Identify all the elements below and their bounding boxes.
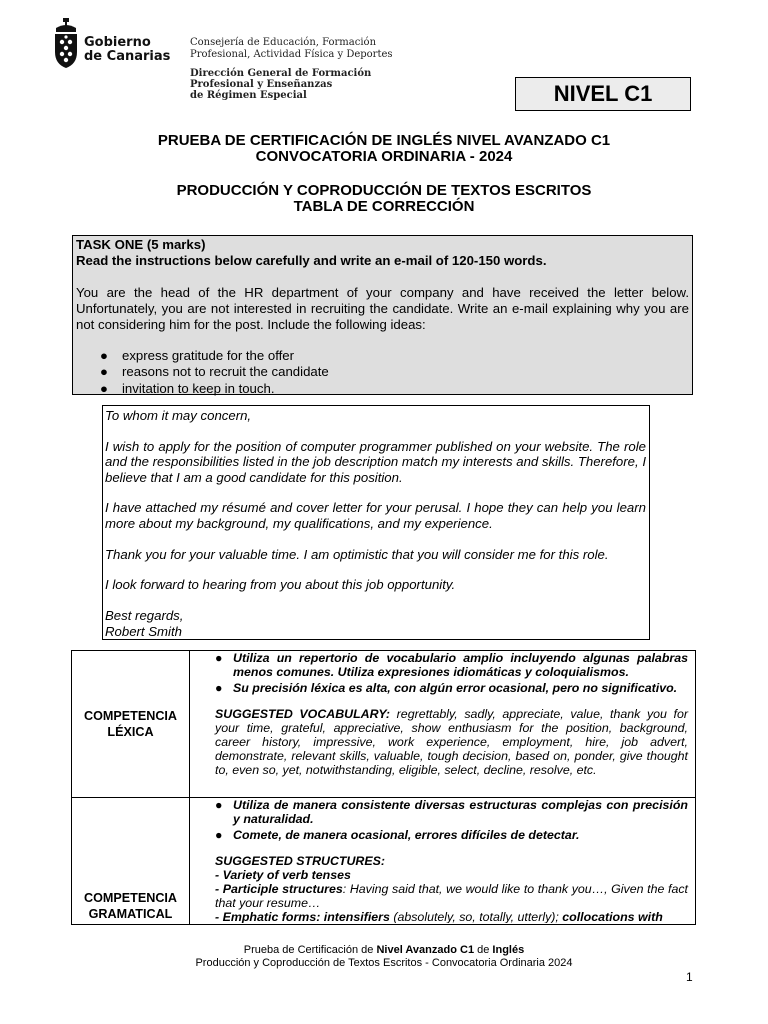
task-heading: TASK ONE (5 marks) [76,237,206,252]
list-item [76,348,689,364]
letter-paragraph-3: Thank you for your valuable time. I am optimistic that you will consider me for this role. [105,546,609,562]
structure-item-2 [215,883,688,911]
bullet-dot-icon: ● [100,364,108,380]
task-bullet-list [76,348,689,397]
label-line-1: COMPETENCIA [83,891,178,905]
bullet-dot-icon: ● [215,827,223,842]
consejeria-name [190,37,393,61]
logo-line-1: Gobierno [84,35,151,50]
table-row [72,798,696,925]
coat-of-arms-icon [52,18,80,70]
section-title [0,183,768,215]
bullet-text: Utiliza un repertorio de vocabulario amplio incluyendo algunas palabras menos comunes. Utiliza expresiones idiomáticas y coloquialismos. [233,651,688,679]
direccion-line-3: de Régimen Especial [190,90,307,101]
logo-wordmark [84,36,170,64]
suggested-vocabulary [215,708,688,777]
letter-paragraph-2: I have attached my résumé and cover letter for your perusal. I hope they can help you learn more about my background, my qualifications, and my experience. [105,500,646,531]
list-item [76,381,689,397]
title-line-1: PRUEBA DE CERTIFICACIÓN DE INGLÉS NIVEL AVANZADO C1 [157,132,611,149]
nivel-badge: NIVEL C1 [515,77,691,111]
exam-title [0,133,768,165]
structure-item-3 [215,911,688,923]
direccion-name [190,68,371,101]
bullet-text: Utiliza de manera consistente diversas estructuras complejas con precisión y naturalidad. [233,798,688,826]
candidate-letter-box [102,405,650,640]
competencia-gramatical-label [72,798,190,925]
letter-paragraph-1: I wish to apply for the position of computer programmer published on your website. The role and the responsibilities listed in the job description match my interests and skills. Therefore, I believe that I am a good candidate for this position. [105,438,646,485]
competencia-gramatical-content [190,798,696,925]
table-row [72,651,696,798]
footer-text: de [474,944,493,956]
competencia-lexica-label [72,651,190,798]
label-line-2: GRAMATICAL [88,907,173,921]
task-body: You are the head of the HR department of your company and have received the letter below. Unfortunately, you are not interested in recruiting the candidate. Write an e-mail explaining why you are not considering him for the post. Include the following ideas: [76,285,689,332]
suggested-structures-label: SUGGESTED STRUCTURES: [215,854,386,869]
direccion-line-1: Dirección General de Formación [190,68,372,79]
bullet-dot-icon: ● [100,348,108,363]
task-instruction: Read the instructions below carefully and write an e-mail of 120-150 words. [76,253,547,268]
task-instructions-box [72,235,693,395]
bullet-text: Comete, de manera ocasional, errores difíciles de detectar. [233,827,580,842]
bullet-text: invitation to keep in touch. [122,380,275,396]
title-line-2: CONVOCATORIA ORDINARIA - 2024 [255,148,513,165]
bullet-dot-icon: ● [215,651,223,665]
structure-item-3-tail: collocations with [562,909,663,923]
page-number: 1 [686,970,693,984]
structure-item-3-text: (absolutely, so, totally, utterly); [389,909,563,923]
consejeria-line-1: Consejería de Educación, Formación [190,37,377,48]
suggested-vocabulary-text: regrettably, sadly, appreciate, value, thank you for your time, grateful, appreciative, show enthusiasm for the position, background, career history, impressive, work experience, employment, hire, job advert, demonstrate, relevant skills, valuable, tough decision, based on, ponder, give thought to, even so, yet, notwithstanding, eligible, select, decline, resolve, etc. [215,707,688,777]
bullet-text: express gratitude for the offer [122,348,295,363]
bullet-dot-icon: ● [100,380,108,396]
footer-text: Prueba de Certificación de [243,944,377,956]
letter-salutation: To whom it may concern, [105,408,252,423]
list-item [215,829,688,843]
list-item [215,682,688,696]
footer-line-2: Producción y Coproducción de Textos Escritos - Convocatoria Ordinaria 2024 [195,957,573,969]
letter-paragraph-4: I look forward to hearing from you about this job opportunity. [105,577,456,593]
list-item [215,799,688,827]
structure-item-2-label: - Participle structures [215,881,343,896]
list-item [215,652,688,680]
bullet-dot-icon: ● [215,680,223,695]
letter-closing: Best regards, [105,608,184,624]
suggested-vocabulary-label: SUGGESTED VOCABULARY: [215,707,391,722]
direccion-line-2: Profesional y Enseñanzas [190,79,333,90]
bullet-text: reasons not to recruit the candidate [122,364,329,380]
list-item [76,364,689,380]
title-line-3: PRODUCCIÓN Y COPRODUCCIÓN DE TEXTOS ESCRITOS [176,182,592,199]
label-line-2: LÉXICA [107,725,154,739]
label-line-1: COMPETENCIA [83,709,178,723]
competencia-lexica-content [190,651,696,798]
structure-item-2-text: : Having said that, we would like to thank you…, Given the fact that your resume… [215,881,688,910]
footer-line-1 [0,944,768,957]
structure-item-1: - Variety of verb tenses [215,868,351,883]
correction-table [71,650,696,925]
letter-signature: Robert Smith [105,623,182,639]
bullet-dot-icon: ● [215,798,223,812]
footer-text-bold: Nivel Avanzado C1 [376,944,475,956]
page-footer [0,944,768,970]
footer-text-bold: Inglés [492,944,525,956]
consejeria-line-2: Profesional, Actividad Física y Deportes [190,49,393,60]
structure-item-3-label: - Emphatic forms: intensifiers [215,909,390,923]
logo-line-2: de Canarias [84,49,171,64]
title-line-4: TABLA DE CORRECCIÓN [293,198,475,215]
bullet-text: Su precisión léxica es alta, con algún error ocasional, pero no significativo. [233,680,678,695]
